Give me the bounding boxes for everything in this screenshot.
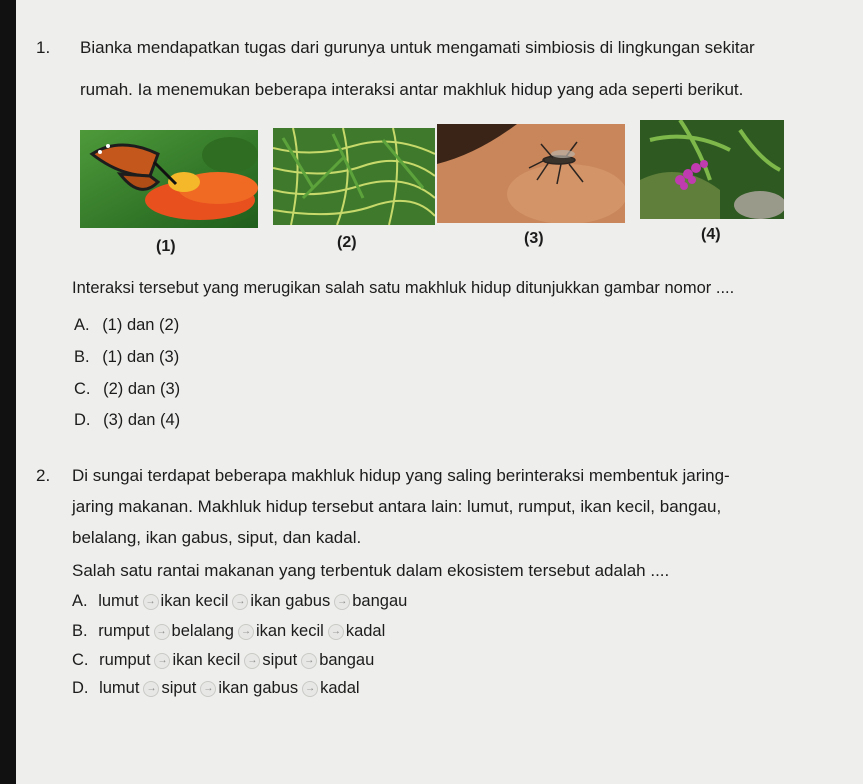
chain-item: rumput [99,651,151,669]
question-1-text-line-1: Bianka mendapatkan tugas dari gurunya untuk mengamati simbiosis di lingkungan sekitar [80,38,755,57]
arrow-right-icon: → [143,681,159,697]
chain-item: bangau [352,592,408,610]
question-1-option-c[interactable] [74,380,180,399]
image-3-label: (3) [524,230,544,247]
option-text: (1) dan (3) [102,348,180,366]
image-4-label: (4) [701,226,721,243]
option-letter: B. [74,348,90,366]
option-text: (1) dan (2) [102,316,180,334]
chain-item: rumput [98,622,150,640]
question-2-text-line-2: jaring makanan. Makhluk hidup tersebut antara lain: lumut, rumput, ikan kecil, bangau, [72,497,722,516]
image-orchid-on-tree [640,120,784,219]
option-letter: A. [72,592,88,610]
arrow-right-icon: → [232,594,248,610]
question-1-number: 1. [36,38,51,57]
image-2-label: (2) [337,234,357,251]
question-1-text-line-2: rumah. Ia menemukan beberapa interaksi antar makhluk hidup yang ada seperti berikut. [80,80,744,99]
question-2-text-line-3: belalang, ikan gabus, siput, dan kadal. [72,528,362,547]
arrow-right-icon: → [200,681,216,697]
question-2-option-d[interactable] [72,679,360,698]
question-2-text-line-1: Di sungai terdapat beberapa makhluk hidup yang saling berinteraksi membentuk jaring- [72,466,730,485]
chain-item: bangau [319,651,375,669]
chain-item: lumut [99,679,140,697]
option-letter: D. [74,411,91,429]
question-2-option-c[interactable] [72,651,374,670]
chain-item: siput [161,679,197,697]
image-butterfly-on-flower [80,130,258,228]
arrow-right-icon: → [154,653,170,669]
chain-item: lumut [98,592,139,610]
image-mosquito-on-skin [437,124,625,223]
option-text: (2) dan (3) [103,380,181,398]
question-2-stem: Salah satu rantai makanan yang terbentuk dalam ekosistem tersebut adalah .... [72,561,670,580]
question-2-option-a[interactable] [72,592,407,611]
arrow-right-icon: → [238,624,254,640]
arrow-right-icon: → [301,653,317,669]
option-letter: B. [72,622,88,640]
chain-item: siput [262,651,298,669]
chain-item: ikan gabus [218,679,299,697]
arrow-right-icon: → [328,624,344,640]
option-letter: C. [74,380,91,398]
chain-item: ikan kecil [172,651,241,669]
question-1-stem: Interaksi tersebut yang merugikan salah satu makhluk hidup ditunjukkan gambar nomor .... [72,279,735,297]
option-letter: A. [74,316,90,334]
chain-item: kadal [345,622,386,640]
question-1-option-a[interactable] [74,316,179,335]
option-text: (3) dan (4) [103,411,181,429]
question-1-option-d[interactable] [74,411,180,430]
chain-item: ikan kecil [255,622,324,640]
left-edge-shadow [0,0,16,784]
chain-item: ikan gabus [250,592,331,610]
question-1-option-b[interactable] [74,348,179,367]
arrow-right-icon: → [143,594,159,610]
arrow-right-icon: → [334,594,350,610]
arrow-right-icon: → [244,653,260,669]
option-letter: C. [72,651,89,669]
arrow-right-icon: → [154,624,170,640]
image-plant-parasite [273,128,435,225]
arrow-right-icon: → [302,681,318,697]
chain-item: ikan kecil [160,592,229,610]
question-2-option-b[interactable] [72,622,385,641]
image-1-label: (1) [156,238,176,255]
chain-item: kadal [320,679,360,697]
chain-item: belalang [171,622,234,640]
option-letter: D. [72,679,89,697]
question-2-number: 2. [36,466,51,485]
